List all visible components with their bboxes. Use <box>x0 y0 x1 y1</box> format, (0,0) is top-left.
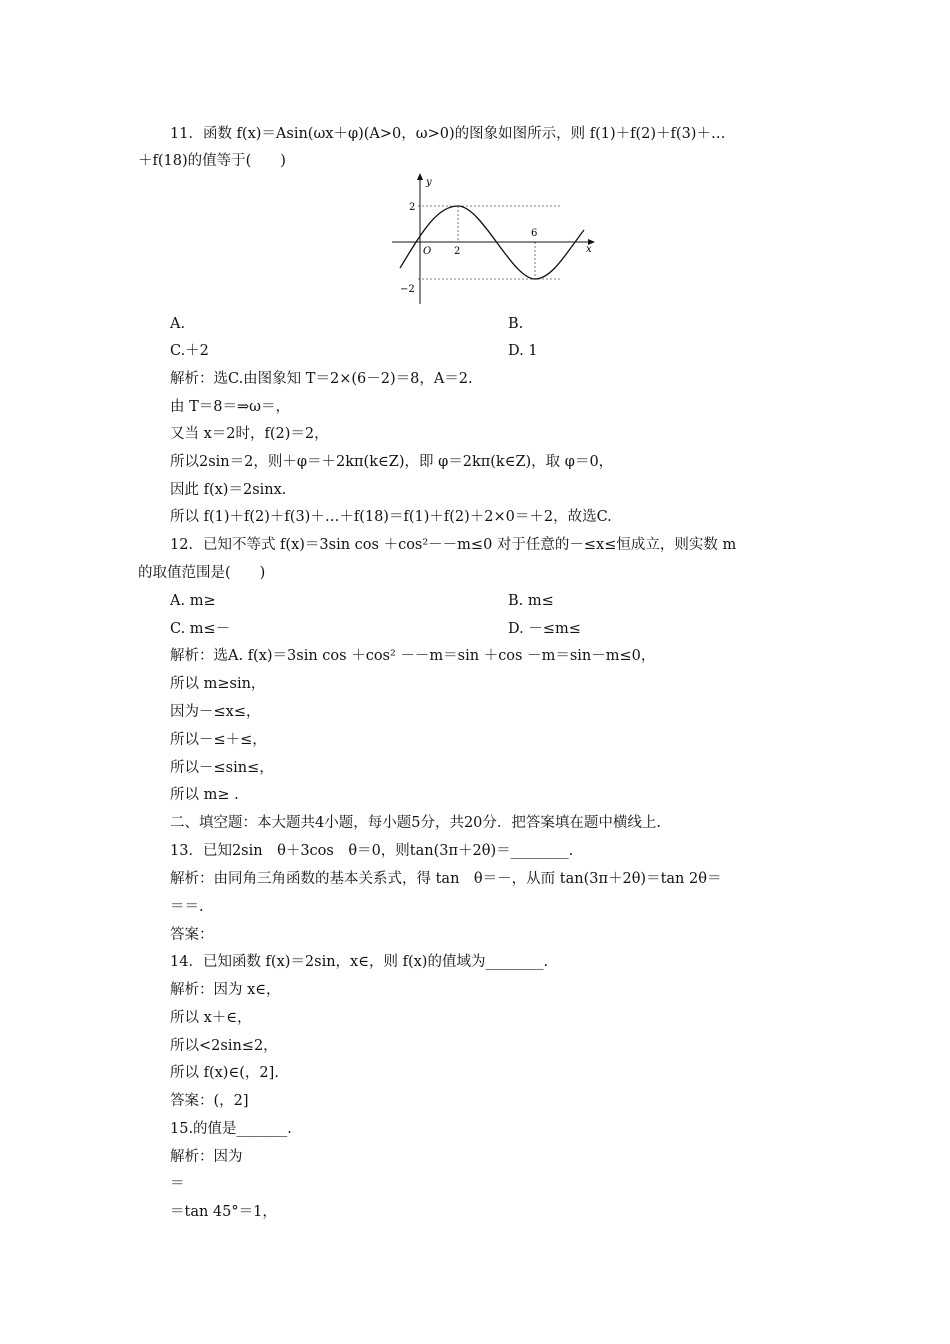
q13-answer: 答案： <box>170 927 214 943</box>
q15-solution-line-2: ＝ <box>170 1176 185 1192</box>
q15-solution-line-1: 解析：因为 <box>170 1149 243 1165</box>
sine-graph <box>392 172 604 310</box>
x-axis-label: x <box>586 244 592 255</box>
x-tick-2-label: 2 <box>454 246 461 257</box>
q14-solution-line-3: 所以<2sin≤2， <box>170 1038 278 1054</box>
q11-solution-line-4: 所以2sin＝2，则＋φ＝＋2kπ(k∈Z)，即 φ＝2kπ(k∈Z)，取 φ＝0， <box>170 454 614 470</box>
q13-solution-line-1: 解析：由同角三角函数的基本关系式，得 tan θ＝－，从而 tan(3π＋2θ)＝tan 2θ＝ <box>170 871 722 887</box>
q11-option-d: D. 1 <box>508 343 538 359</box>
q11-solution-line-1: 解析：选C.由图象知 T＝2×(6－2)＝8，A＝2. <box>170 371 473 387</box>
max-label: 2 <box>409 202 416 213</box>
origin-label: O <box>423 246 432 257</box>
q15-solution-line-3: ＝tan 45°＝1， <box>170 1204 277 1220</box>
q14-answer: 答案：(，2] <box>170 1093 249 1109</box>
q11-option-a: A. <box>170 316 186 332</box>
q12-option-d: D. －≤m≤ <box>508 621 581 637</box>
q11-line-2: ＋f(18)的值等于( ) <box>138 153 286 169</box>
q12-option-a: A. m≥ <box>170 593 216 609</box>
q14-solution-line-4: 所以 f(x)∈(，2]. <box>170 1065 279 1081</box>
q12-solution-line-2: 所以 m≥sin， <box>170 676 266 692</box>
q12-solution-line-1: 解析：选A. f(x)＝3sin cos ＋cos² －－m＝sin ＋cos －m＝sin－m≤0， <box>170 648 656 664</box>
q15-line-1: 15.的值是_______. <box>170 1121 292 1137</box>
q11-line-1: 11．函数 f(x)＝Asin(ωx＋φ)(A>0，ω>0)的图象如图所示，则 f(1)＋f(2)＋f(3)＋… <box>170 126 726 142</box>
q11-option-b: B. <box>508 316 524 332</box>
q11-solution-line-5: 因此 f(x)＝2sinx. <box>170 482 287 498</box>
q14-solution-line-2: 所以 x＋∈， <box>170 1010 252 1026</box>
section-2-heading: 二、填空题：本大题共4小题，每小题5分，共20分．把答案填在题中横线上. <box>170 815 662 831</box>
q12-option-c: C. m≤－ <box>170 621 231 637</box>
q12-solution-line-3: 因为－≤x≤， <box>170 704 261 720</box>
y-axis-label: y <box>426 177 432 188</box>
q13-solution-line-2: ＝＝. <box>170 899 204 915</box>
q12-solution-line-4: 所以－≤＋≤， <box>170 732 267 748</box>
q12-line-2: 的取值范围是( ) <box>138 565 266 581</box>
q14-solution-line-1: 解析：因为 x∈， <box>170 982 281 998</box>
q11-solution-line-6: 所以 f(1)＋f(2)＋f(3)＋…＋f(18)＝f(1)＋f(2)＋2×0＝＋2，故选C. <box>170 509 612 525</box>
q11-option-c: C.＋2 <box>170 343 209 359</box>
q13-line-1: 13．已知2sin θ＋3cos θ＝0，则tan(3π＋2θ)＝________. <box>170 843 574 859</box>
q12-solution-line-5: 所以－≤sin≤， <box>170 760 274 776</box>
q11-solution-line-2: 由 T＝8＝⇒ω＝， <box>170 399 290 415</box>
min-label: −2 <box>400 284 415 295</box>
q12-solution-line-6: 所以 m≥ . <box>170 787 239 803</box>
q12-line-1: 12．已知不等式 f(x)＝3sin cos ＋cos²－－m≤0 对于任意的－≤x≤恒成立，则实数 m <box>170 537 737 553</box>
q11-solution-line-3: 又当 x＝2时，f(2)＝2， <box>170 426 329 442</box>
q12-option-b: B. m≤ <box>508 593 554 609</box>
x-tick-6-label: 6 <box>531 228 538 239</box>
y-axis-arrow <box>417 173 423 180</box>
q14-line-1: 14．已知函数 f(x)＝2sin，x∈，则 f(x)的值域为________. <box>170 954 549 970</box>
